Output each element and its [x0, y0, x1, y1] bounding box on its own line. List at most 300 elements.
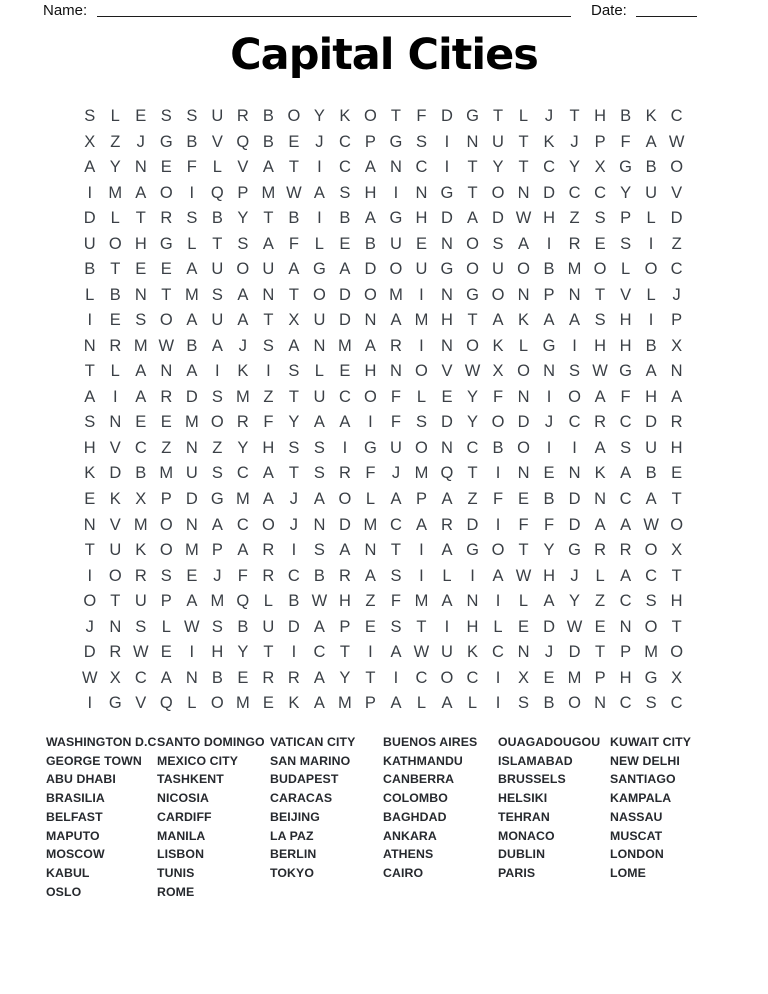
grid-letter: N — [441, 336, 453, 355]
word-item: CARDIFF — [157, 809, 212, 824]
grid-letter: T — [390, 107, 401, 126]
grid-letter: L — [595, 566, 605, 585]
grid-letter: N — [262, 285, 275, 304]
word-item: TEHRAN — [498, 809, 550, 824]
grid-letter: A — [313, 413, 325, 432]
grid-letter: W — [668, 132, 685, 151]
word-item: KATHMANDU — [383, 753, 463, 768]
grid-letter: B — [84, 260, 96, 279]
grid-letter: A — [441, 592, 453, 611]
grid-letter: O — [389, 260, 403, 279]
word-item: OSLO — [46, 884, 82, 899]
grid-letter: S — [620, 438, 632, 457]
grid-letter: I — [470, 566, 475, 585]
word-item: ABU DHABI — [46, 772, 116, 787]
grid-letter: D — [185, 387, 198, 406]
grid-letter: A — [543, 592, 555, 611]
word-list-column-3 — [270, 733, 355, 883]
grid-letter: D — [338, 515, 351, 534]
grid-letter: N — [83, 336, 96, 355]
grid-letter: L — [646, 209, 656, 228]
grid-letter: N — [670, 362, 683, 381]
grid-letter: S — [518, 694, 530, 713]
grid-letter: A — [262, 234, 274, 253]
grid-letter: U — [492, 132, 504, 151]
grid-letter: A — [211, 336, 223, 355]
grid-letter: T — [288, 464, 299, 483]
grid-letter: Z — [595, 592, 606, 611]
grid-letter: T — [518, 158, 529, 177]
grid-letter: S — [594, 209, 606, 228]
grid-letter: K — [84, 464, 96, 483]
grid-letter: J — [391, 464, 401, 483]
grid-letter: B — [543, 694, 555, 713]
grid-letter: T — [263, 311, 274, 330]
grid-letter: C — [338, 132, 351, 151]
grid-letter: O — [466, 234, 479, 253]
grid-letter: C — [415, 158, 428, 177]
word-list-column-1 — [46, 733, 156, 901]
grid-letter: D — [568, 643, 581, 662]
grid-letter: N — [594, 694, 607, 713]
grid-letter: N — [517, 183, 530, 202]
grid-letter: X — [109, 668, 121, 687]
grid-letter: T — [671, 489, 682, 508]
grid-letter: X — [135, 489, 147, 508]
grid-letter: C — [236, 464, 249, 483]
grid-letter: V — [109, 438, 121, 457]
grid-letter: E — [364, 617, 376, 636]
grid-letter: P — [160, 592, 172, 611]
word-item: CAIRO — [383, 865, 424, 880]
grid-letter: O — [108, 234, 122, 253]
grid-letter: S — [135, 311, 147, 330]
grid-letter: O — [415, 438, 428, 457]
grid-letter: D — [185, 489, 198, 508]
grid-letter: A — [390, 311, 402, 330]
grid-letter: N — [466, 132, 479, 151]
grid-letter: E — [671, 464, 683, 483]
grid-letter: B — [620, 107, 632, 126]
grid-letter: U — [441, 643, 453, 662]
grid-letter: B — [211, 209, 223, 228]
word-item: MANILA — [157, 828, 206, 843]
grid-letter: Q — [210, 183, 224, 202]
grid-letter: O — [415, 362, 428, 381]
grid-letter: L — [187, 234, 197, 253]
grid-letter: A — [543, 311, 555, 330]
grid-letter: I — [444, 132, 450, 151]
grid-letter: I — [546, 234, 552, 253]
word-item: ISLAMABAD — [498, 753, 573, 768]
grid-letter: S — [237, 234, 249, 253]
grid-letter: F — [416, 107, 427, 126]
grid-letter: I — [546, 387, 552, 406]
grid-letter: Y — [313, 107, 325, 126]
grid-letter: P — [415, 489, 427, 508]
grid-letter: T — [467, 464, 478, 483]
word-item: KABUL — [46, 865, 90, 880]
grid-letter: O — [159, 183, 173, 202]
grid-letter: S — [211, 285, 223, 304]
grid-letter: H — [543, 209, 555, 228]
grid-letter: D — [441, 209, 453, 228]
grid-letter: Z — [212, 438, 223, 457]
grid-letter: A — [364, 158, 376, 177]
grid-letter: A — [262, 464, 274, 483]
grid-letter: M — [644, 643, 658, 662]
grid-letter: D — [492, 209, 504, 228]
grid-letter: R — [619, 541, 632, 560]
grid-letter: A — [262, 489, 274, 508]
word-list-column-2 — [157, 733, 265, 901]
grid-letter: C — [338, 158, 351, 177]
grid-letter: A — [492, 566, 504, 585]
grid-letter: P — [339, 617, 351, 636]
grid-letter: A — [518, 234, 530, 253]
grid-letter: E — [288, 132, 300, 151]
grid-letter: R — [338, 464, 351, 483]
grid-letter: B — [211, 668, 223, 687]
grid-letter: O — [261, 515, 275, 534]
grid-letter: K — [288, 694, 300, 713]
grid-letter: N — [134, 285, 147, 304]
grid-letter: C — [568, 413, 581, 432]
grid-letter: R — [236, 413, 249, 432]
grid-letter: D — [568, 515, 581, 534]
grid-letter: L — [365, 489, 376, 508]
grid-letter: E — [518, 489, 530, 508]
word-item: TOKYO — [270, 865, 315, 880]
grid-letter: P — [160, 489, 172, 508]
word-item: VATICAN CITY — [270, 735, 356, 749]
grid-letter: M — [184, 413, 199, 432]
grid-letter: R — [109, 643, 122, 662]
grid-letter: V — [441, 362, 453, 381]
grid-letter: G — [619, 158, 632, 177]
grid-letter: E — [160, 158, 172, 177]
grid-letter: L — [646, 285, 656, 304]
grid-letter: Y — [109, 158, 121, 177]
grid-letter: N — [109, 413, 122, 432]
grid-letter: O — [338, 489, 352, 508]
grid-letter: S — [569, 362, 581, 381]
grid-letter: G — [466, 285, 479, 304]
grid-letter: A — [84, 387, 96, 406]
grid-letter: F — [492, 387, 504, 406]
grid-letter: O — [517, 438, 530, 457]
grid-letter: C — [670, 260, 683, 279]
grid-letter: I — [87, 566, 93, 585]
grid-letter: S — [160, 566, 172, 585]
grid-letter: T — [135, 209, 146, 228]
word-item: MAPUTO — [46, 828, 100, 843]
grid-letter: W — [184, 617, 200, 636]
grid-letter: C — [134, 438, 147, 457]
grid-letter: I — [419, 285, 424, 304]
grid-letter: T — [467, 183, 478, 202]
puzzle-title: Capital Cities — [230, 30, 538, 80]
grid-letter: R — [262, 541, 275, 560]
grid-letter: Y — [339, 668, 351, 687]
grid-letter: A — [466, 209, 478, 228]
grid-letter: J — [544, 413, 554, 432]
grid-letter: E — [160, 643, 172, 662]
word-item: HELSIKI — [498, 791, 548, 806]
grid-letter: I — [648, 311, 654, 330]
grid-letter: P — [620, 209, 632, 228]
grid-letter: O — [644, 260, 658, 279]
grid-letter: A — [594, 515, 606, 534]
grid-letter: C — [492, 643, 504, 662]
grid-letter: K — [492, 336, 504, 355]
grid-letter: I — [189, 643, 195, 662]
name-blank-line — [97, 1, 571, 17]
grid-letter: B — [313, 566, 325, 585]
grid-letter: A — [390, 643, 402, 662]
grid-letter: A — [671, 387, 683, 406]
grid-letter: B — [237, 617, 249, 636]
grid-letter: T — [365, 668, 376, 687]
grid-letter: H — [543, 566, 555, 585]
grid-letter: W — [643, 515, 659, 534]
word-item: LA PAZ — [270, 828, 314, 843]
grid-letter: F — [288, 234, 299, 253]
grid-letter: O — [644, 541, 658, 560]
grid-letter: Y — [569, 158, 581, 177]
grid-letter: V — [135, 694, 147, 713]
grid-letter: T — [467, 158, 478, 177]
word-item: MEXICO CITY — [157, 753, 239, 768]
grid-letter: V — [109, 515, 121, 534]
grid-letter: A — [262, 158, 274, 177]
grid-letter: A — [645, 132, 657, 151]
grid-letter: K — [645, 107, 657, 126]
grid-letter: B — [288, 592, 300, 611]
grid-letter: N — [83, 515, 96, 534]
grid-letter: I — [495, 668, 501, 687]
word-list-column-4 — [383, 733, 477, 883]
grid-letter: S — [313, 438, 325, 457]
grid-letter: D — [466, 515, 479, 534]
grid-letter: M — [235, 387, 250, 406]
word-item: PARIS — [498, 865, 536, 880]
grid-letter: D — [670, 209, 683, 228]
date-blank-line — [636, 1, 697, 17]
grid-letter: G — [440, 260, 454, 279]
grid-letter: C — [619, 489, 632, 508]
grid-letter: T — [110, 592, 121, 611]
word-item: BUENOS AIRES — [383, 735, 478, 749]
word-item: BERLIN — [270, 847, 317, 862]
grid-letter: A — [492, 311, 504, 330]
grid-letter: E — [109, 311, 121, 330]
grid-letter: W — [464, 362, 481, 381]
grid-letter: R — [134, 566, 147, 585]
grid-letter: F — [390, 413, 401, 432]
grid-letter: P — [364, 694, 376, 713]
grid-letter: X — [288, 311, 300, 330]
grid-letter: H — [619, 336, 632, 355]
grid-letter: A — [594, 438, 606, 457]
grid-letter: I — [189, 183, 195, 202]
grid-letter: R — [389, 336, 402, 355]
word-item: ANKARA — [383, 828, 437, 843]
grid-letter: C — [619, 413, 632, 432]
grid-letter: S — [211, 387, 223, 406]
word-list — [0, 733, 768, 903]
grid-letter: L — [110, 362, 120, 381]
grid-letter: N — [517, 387, 530, 406]
grid-letter: U — [415, 260, 428, 279]
grid-letter: U — [134, 592, 147, 611]
grid-letter: R — [594, 413, 607, 432]
grid-letter: H — [211, 643, 224, 662]
word-item: NEW DELHI — [610, 753, 680, 768]
grid-letter: U — [645, 438, 658, 457]
grid-letter: E — [262, 694, 274, 713]
grid-letter: L — [314, 362, 324, 381]
grid-letter: M — [133, 336, 148, 355]
grid-letter: P — [594, 132, 606, 151]
grid-letter: T — [288, 387, 299, 406]
grid-letter: T — [467, 311, 478, 330]
grid-letter: D — [568, 489, 581, 508]
word-item: LOME — [610, 865, 646, 880]
grid-letter: E — [135, 413, 147, 432]
word-item: BELFAST — [46, 809, 103, 824]
grid-letter: I — [317, 209, 322, 228]
grid-letter: A — [135, 387, 147, 406]
grid-letter: I — [393, 183, 399, 202]
grid-letter: D — [645, 413, 658, 432]
grid-letter: H — [619, 311, 632, 330]
grid-letter: K — [237, 362, 249, 381]
grid-letter: F — [263, 413, 274, 432]
grid-letter: B — [186, 336, 198, 355]
grid-letter: F — [518, 515, 529, 534]
grid-letter: G — [389, 209, 403, 228]
grid-letter: G — [159, 234, 173, 253]
grid-letter: N — [160, 362, 173, 381]
grid-letter: M — [261, 183, 276, 202]
grid-letter: T — [595, 643, 606, 662]
grid-letter: E — [543, 464, 555, 483]
grid-letter: I — [291, 643, 297, 662]
grid-letter: H — [262, 438, 275, 457]
grid-letter: G — [466, 541, 479, 560]
grid-letter: P — [237, 183, 249, 202]
grid-letter: A — [594, 387, 606, 406]
grid-letter: C — [236, 515, 249, 534]
grid-letter: N — [134, 158, 147, 177]
grid-letter: Z — [467, 489, 478, 508]
grid-letter: N — [517, 285, 530, 304]
grid-letter: Z — [161, 438, 172, 457]
grid-letter: A — [645, 489, 657, 508]
grid-letter: H — [594, 336, 607, 355]
grid-letter: O — [287, 107, 301, 126]
grid-letter: T — [110, 260, 121, 279]
word-item: OUAGADOUGOU — [498, 735, 601, 749]
grid-letter: G — [619, 362, 632, 381]
grid-letter: O — [440, 668, 454, 687]
grid-letter: S — [415, 132, 427, 151]
grid-letter: F — [186, 158, 197, 177]
grid-letter: C — [645, 566, 658, 585]
grid-letter: T — [492, 107, 504, 126]
grid-letter: C — [619, 592, 632, 611]
grid-letter: H — [670, 438, 683, 457]
grid-letter: R — [670, 413, 683, 432]
date-label: Date: — [591, 2, 627, 19]
grid-letter: H — [415, 209, 428, 228]
grid-letter: B — [645, 336, 657, 355]
grid-letter: F — [620, 132, 631, 151]
grid-letter: U — [313, 311, 326, 330]
grid-letter: A — [313, 694, 325, 713]
word-item: CANBERRA — [383, 772, 455, 787]
grid-letter: B — [109, 285, 121, 304]
grid-letter: D — [83, 209, 96, 228]
grid-letter: H — [619, 668, 632, 687]
grid-letter: I — [317, 158, 322, 177]
grid-letter: J — [213, 566, 222, 585]
grid-letter: U — [262, 617, 275, 636]
grid-letter: R — [441, 515, 453, 534]
grid-letter: E — [339, 362, 351, 381]
grid-letter: O — [159, 541, 173, 560]
grid-letter: I — [444, 617, 450, 636]
grid-letter: I — [87, 694, 93, 713]
grid-letter: C — [338, 387, 351, 406]
grid-letter: T — [161, 285, 172, 304]
grid-letter: W — [311, 592, 328, 611]
grid-letter: E — [160, 413, 172, 432]
grid-letter: L — [518, 592, 529, 611]
grid-letter: I — [419, 336, 424, 355]
grid-letter: A — [186, 592, 198, 611]
grid-letter: D — [517, 413, 530, 432]
word-list-column-5 — [498, 733, 600, 883]
grid-letter: I — [368, 643, 373, 662]
grid-letter: G — [159, 132, 173, 151]
grid-letter: O — [491, 413, 505, 432]
grid-letter: A — [313, 668, 325, 687]
grid-letter: N — [415, 183, 428, 202]
grid-letter: O — [670, 643, 684, 662]
grid-letter: R — [338, 566, 351, 585]
grid-letter: A — [339, 413, 351, 432]
grid-letter: I — [87, 183, 93, 202]
grid-letter: Y — [543, 541, 555, 560]
grid-letter: L — [442, 566, 452, 585]
grid-letter: N — [441, 234, 453, 253]
word-list-column-6 — [610, 733, 691, 883]
grid-letter: Q — [236, 592, 250, 611]
grid-letter: E — [339, 234, 351, 253]
grid-letter: Q — [440, 464, 454, 483]
grid-letter: O — [491, 183, 505, 202]
word-item: SAN MARINO — [270, 753, 351, 768]
grid-letter: F — [237, 566, 248, 585]
grid-letter: A — [186, 311, 198, 330]
grid-letter: J — [570, 566, 579, 585]
word-item: KUWAIT CITY — [610, 735, 692, 749]
grid-letter: A — [313, 489, 325, 508]
grid-letter: O — [517, 260, 530, 279]
grid-letter: E — [237, 668, 249, 687]
